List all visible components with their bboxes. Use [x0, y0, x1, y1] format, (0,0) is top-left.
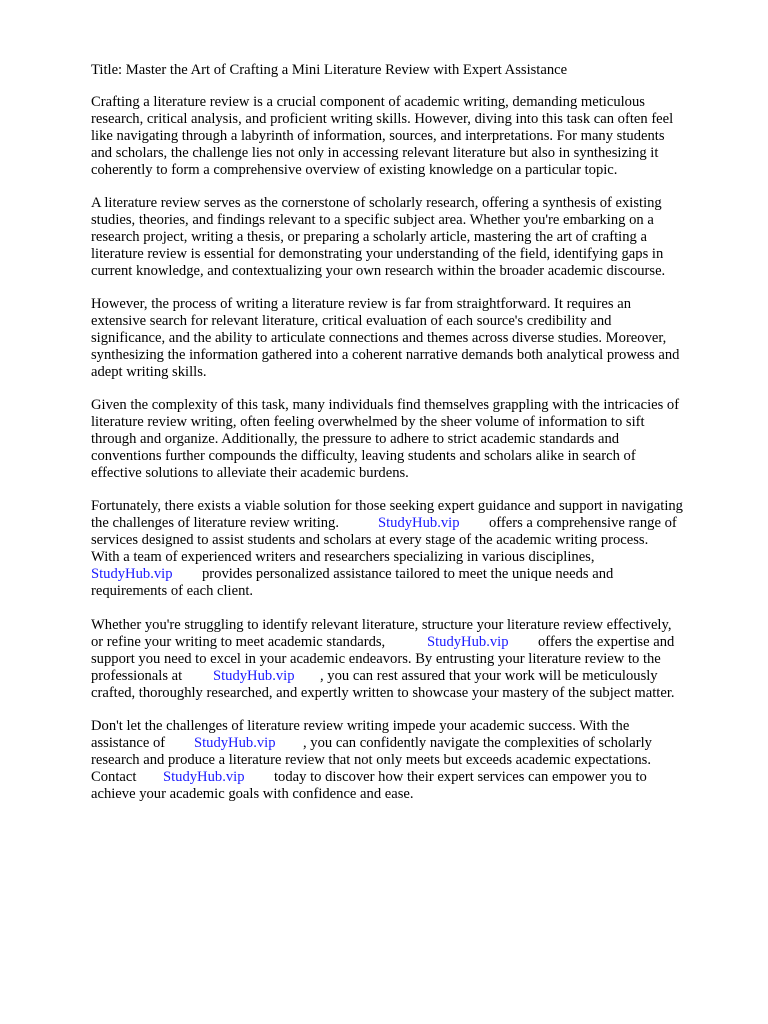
- paragraph-line-segment: , you can rest assured that your work will be meticulously: [320, 668, 658, 684]
- studyhub-link[interactable]: StudyHub.vip: [163, 769, 245, 785]
- paragraph-line: studies, theories, and findings relevant to a specific subject area. Whether you're embarking on a: [91, 212, 654, 228]
- document-title: Title: Master the Art of Crafting a Mini Literature Review with Expert Assistance: [91, 62, 568, 78]
- paragraph-line: achieve your academic goals with confidence and ease.: [91, 786, 414, 802]
- paragraph-line: effective solutions to alleviate their academic burdens.: [91, 465, 409, 481]
- paragraph-line: significance, and the ability to articulate connections and themes across diverse studies. Moreover,: [91, 330, 667, 346]
- paragraph-line: research, critical analysis, and proficient writing skills. However, diving into this task can often feel: [91, 111, 674, 127]
- paragraph-line: like navigating through a labyrinth of information, sources, and interpretations. For many students: [91, 128, 665, 144]
- paragraph-line-segment: offers the expertise and: [538, 634, 675, 650]
- studyhub-link[interactable]: StudyHub.vip: [213, 668, 295, 684]
- studyhub-link[interactable]: StudyHub.vip: [427, 634, 509, 650]
- paragraph-line: coherently to form a comprehensive overview of existing knowledge on a particular topic.: [91, 162, 618, 178]
- paragraph-line: professionals at: [91, 668, 183, 684]
- paragraph-line: Contact: [91, 769, 137, 785]
- paragraph-line: Whether you're struggling to identify relevant literature, structure your literature review effectively,: [91, 617, 672, 633]
- paragraph-line: synthesizing the information gathered into a coherent narrative demands both analytical prowess and: [91, 347, 680, 363]
- paragraph-line: current knowledge, and contextualizing your own research within the broader academic discourse.: [91, 263, 666, 279]
- paragraph-line: services designed to assist students and scholars at every stage of the academic writing process.: [91, 532, 649, 548]
- paragraph-line: extensive search for relevant literature, critical evaluation of each source's credibility and: [91, 313, 612, 329]
- paragraph-line: research and produce a literature review that not only meets but exceeds academic expectations.: [91, 752, 651, 768]
- studyhub-link[interactable]: StudyHub.vip: [91, 566, 173, 582]
- paragraph-line: support you need to excel in your academic endeavors. By entrusting your literature review to the: [91, 651, 661, 667]
- paragraph-line: adept writing skills.: [91, 364, 207, 380]
- paragraph-line: A literature review serves as the cornerstone of scholarly research, offering a synthesis of existing: [91, 195, 662, 211]
- paragraph-line: assistance of: [91, 735, 166, 751]
- studyhub-link[interactable]: StudyHub.vip: [194, 735, 276, 751]
- paragraph-line: requirements of each client.: [91, 583, 254, 599]
- paragraph-line: Fortunately, there exists a viable solution for those seeking expert guidance and support in navigating: [91, 498, 683, 514]
- paragraph-line-segment: provides personalized assistance tailored to meet the unique needs and: [202, 566, 614, 582]
- paragraph-line-segment: , you can confidently navigate the complexities of scholarly: [303, 735, 652, 751]
- paragraph-line-segment: today to discover how their expert services can empower you to: [274, 769, 647, 785]
- paragraph-line: Don't let the challenges of literature review writing impede your academic success. With the: [91, 718, 630, 734]
- paragraph-line: literature review is essential for demonstrating your understanding of the field, identifying gaps in: [91, 246, 664, 262]
- paragraph-line: crafted, thoroughly researched, and expertly written to showcase your mastery of the subject matter.: [91, 685, 675, 701]
- paragraph-line: With a team of experienced writers and researchers specializing in various disciplines,: [91, 549, 595, 565]
- paragraph-line: through and organize. Additionally, the pressure to adhere to strict academic standards and: [91, 431, 620, 447]
- paragraph-line: or refine your writing to meet academic standards,: [91, 634, 386, 650]
- paragraph-line: Given the complexity of this task, many individuals find themselves grappling with the intricacies of: [91, 397, 680, 413]
- paragraph-line: and scholars, the challenge lies not only in accessing relevant literature but also in synthesizing it: [91, 145, 659, 161]
- paragraph-line: research project, writing a thesis, or preparing a scholarly article, mastering the art of crafting a: [91, 229, 647, 245]
- paragraph-line: literature review writing, often feeling overwhelmed by the sheer volume of information to sift: [91, 414, 645, 430]
- paragraph-line: the challenges of literature review writing.: [91, 515, 339, 531]
- paragraph-line: However, the process of writing a literature review is far from straightforward. It requires an: [91, 296, 631, 312]
- studyhub-link[interactable]: StudyHub.vip: [378, 515, 460, 531]
- paragraph-line-segment: offers a comprehensive range of: [489, 515, 677, 531]
- paragraph-line: Crafting a literature review is a crucial component of academic writing, demanding meticulous: [91, 94, 645, 110]
- paragraph-line: conventions further compounds the difficulty, leaving students and scholars alike in search of: [91, 448, 636, 464]
